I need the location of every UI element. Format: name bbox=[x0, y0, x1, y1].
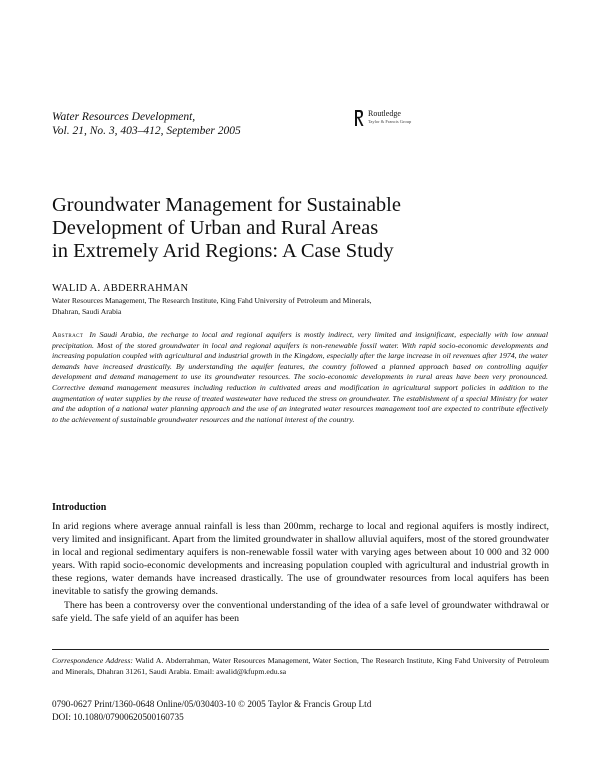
author-name: WALID A. ABDERRAHMAN bbox=[52, 283, 189, 294]
publisher-subname: Taylor & Francis Group bbox=[368, 119, 412, 124]
introduction-body bbox=[52, 520, 549, 625]
journal-volume: Vol. 21, No. 3, 403–412, September 2005 bbox=[52, 125, 241, 137]
doi: DOI: 10.1080/07900620500160735 bbox=[52, 711, 184, 722]
affiliation-line-1: Water Resources Management, The Research Institute, King Fahd University of Petroleum and Minerals, bbox=[52, 296, 372, 305]
publisher-logo bbox=[353, 108, 413, 132]
issn-copyright: 0790-0627 Print/1360-0648 Online/05/030403-10 © 2005 Taylor & Francis Group Ltd bbox=[52, 699, 372, 709]
journal-citation bbox=[52, 110, 241, 138]
section-heading-introduction: Introduction bbox=[52, 502, 107, 513]
title-line-2: Development of Urban and Rural Areas bbox=[52, 217, 379, 239]
abstract-text: In Saudi Arabia, the recharge to local and regional aquifers is mostly indirect, very limited and insignificant, especially with low annual precipitation. Most of the stored groundwater in local and regional aquifers is non-renewable fossil water. With rapid socio-economic developments and increasing population coupled with agricultural and industrial growth in the Kingdom, especially after the large increase in oil revenues after 1974, the water demands have increased drastically. By understanding the aquifer features, the country followed a planned approach based on controlling aquifer development and demand management to use its groundwater resources. The socio-economic developments in rural areas have been very pronounced. Corrective demand management measures including reduction in cultivated areas and modification in agricultural support policies in addition to the augmentation of water supplies by the reuse of treated wastewater have reduced the stress on groundwater. The establishment of a special Ministry for water and the adoption of a national water planning approach and the use of an integrated water resources management tool are expected to contribute effectively to the achievement of sustainable groundwater resources and the national interest of the country. bbox=[52, 330, 548, 424]
title-line-3: in Extremely Arid Regions: A Case Study bbox=[52, 240, 394, 262]
publisher-name: Routledge bbox=[368, 109, 401, 118]
abstract bbox=[52, 330, 548, 425]
footnote-divider bbox=[52, 649, 549, 650]
journal-name: Water Resources Development, bbox=[52, 111, 196, 123]
correspondence-address bbox=[52, 656, 549, 678]
correspondence-label: Correspondence Address: bbox=[52, 656, 133, 665]
copyright-block bbox=[52, 698, 371, 723]
intro-paragraph-2: There has been a controversy over the conventional understanding of the idea of a safe level of groundwater withdrawal or safe yield. The safe yield of an aquifer has been bbox=[52, 599, 549, 624]
correspondence-text: Walid A. Abderrahman, Water Resources Management, Water Section, The Research Institute, King Fahd University of Petroleum and Minerals, Dhahran 31261, Saudi Arabia. Email: awalid@kfupm.edu.sa bbox=[52, 656, 549, 676]
author-affiliation bbox=[52, 296, 552, 317]
affiliation-line-2: Dhahran, Saudi Arabia bbox=[52, 306, 122, 316]
title-line-1: Groundwater Management for Sustainable bbox=[52, 194, 401, 216]
routledge-logo-icon bbox=[353, 108, 365, 128]
article-title bbox=[52, 194, 512, 263]
abstract-label: Abstract bbox=[52, 330, 84, 339]
intro-paragraph-1: In arid regions where average annual rainfall is less than 200mm, recharge to local and regional aquifers is mostly indirect, very limited and insignificant. Apart from the limited groundwater in shallow alluvial aquifers, most of the stored groundwater in local and regional sedimentary aquifers is non-renewable fossil water with varying ages between about 10 000 and 32 000 years. With rapid socio-economic developments and increasing population coupled with agricultural and industrial growth in these regions, water demands have increased drastically. The use of groundwater resources from local aquifers has been inevitable to satisfy the growing demands. bbox=[52, 521, 549, 598]
